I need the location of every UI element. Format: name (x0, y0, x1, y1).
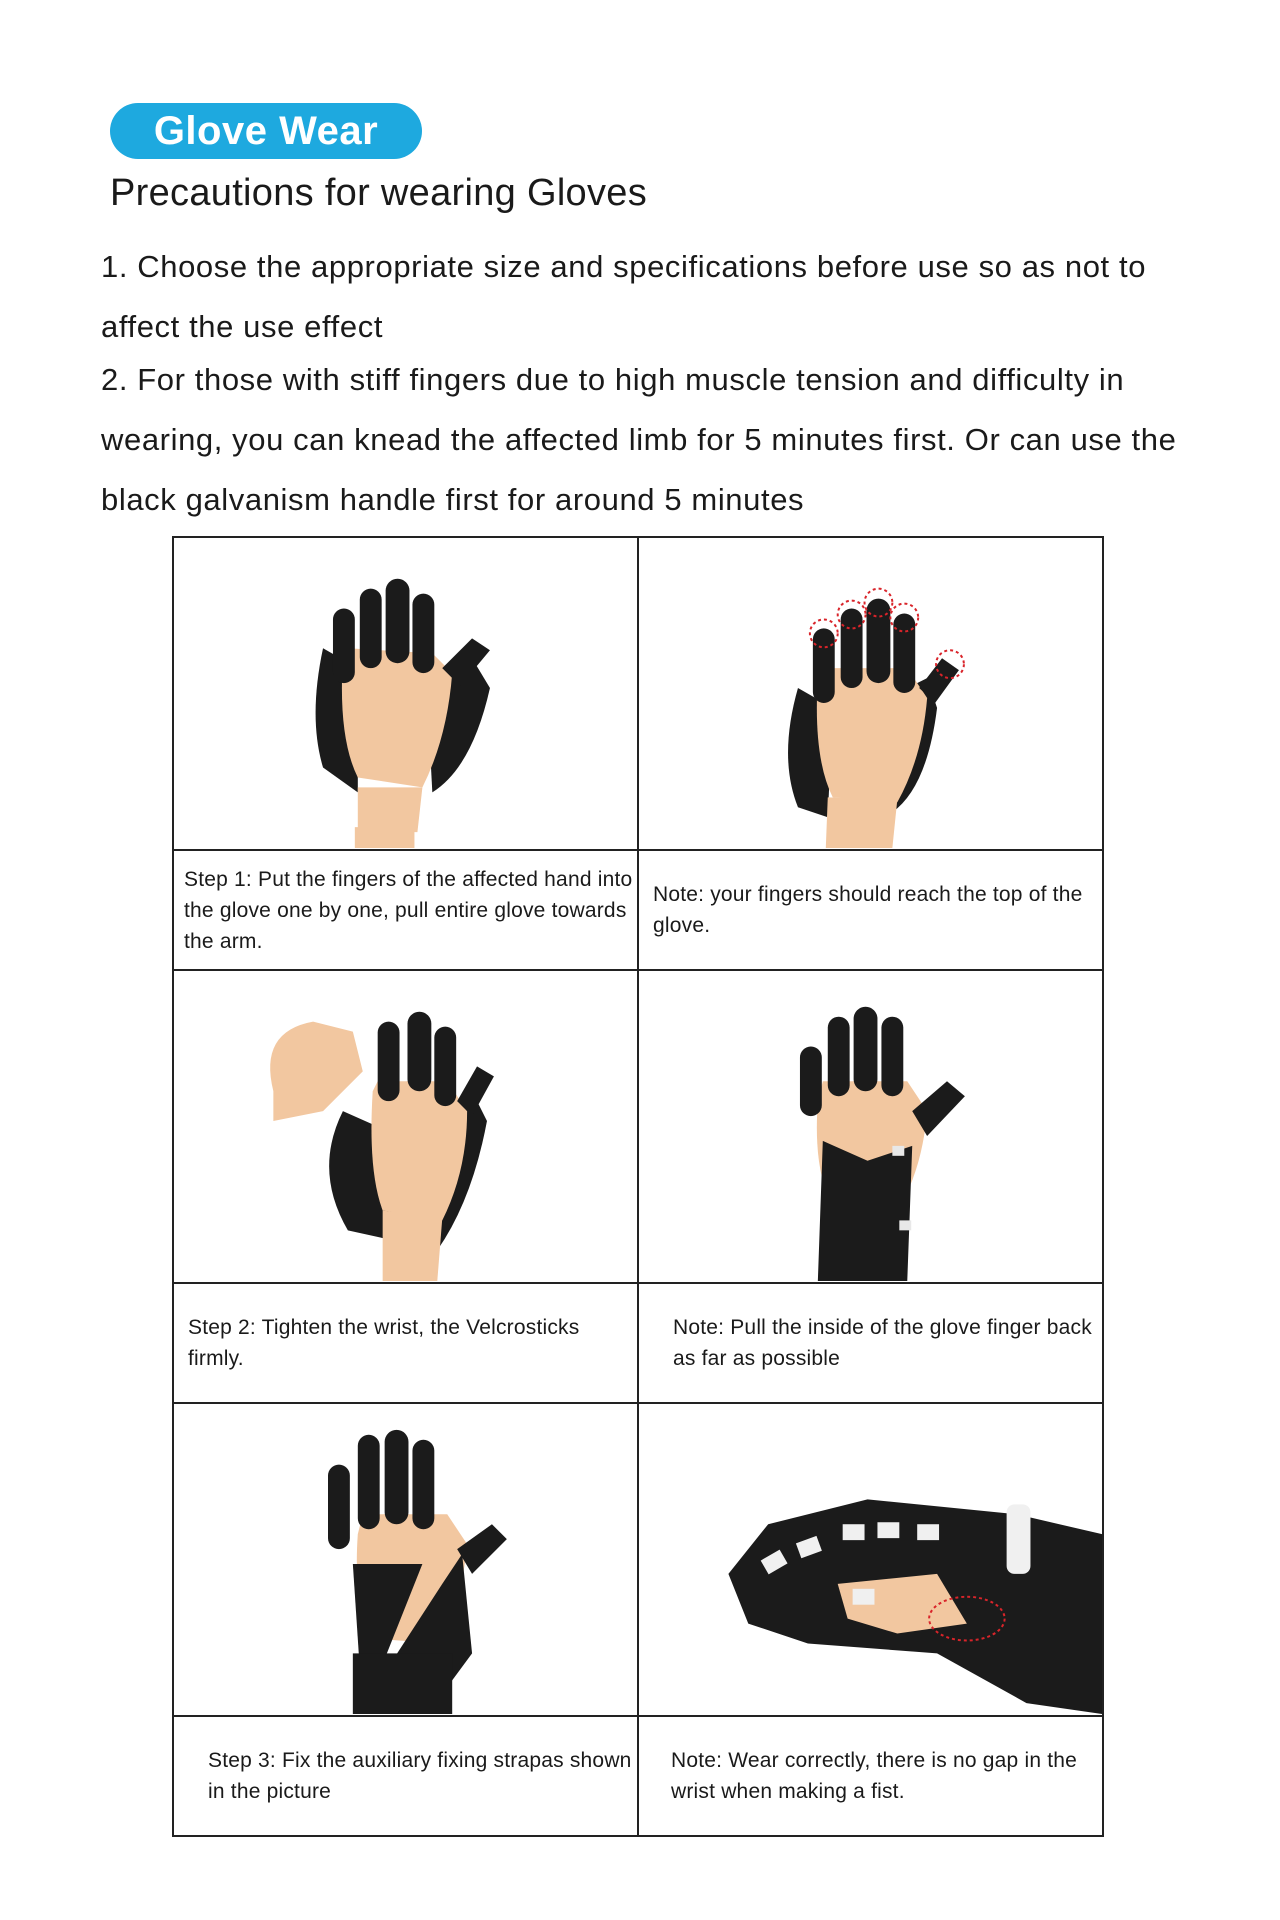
precaution-1: 1. Choose the appropriate size and specifications before use so as not to affect the use effect (101, 249, 1147, 344)
glove-strap-photo (174, 1404, 637, 1715)
precaution-2: 2. For those with stiff fingers due to high muscle tension and difficulty in wearing, you can knead the affected limb for 5 minutes first. Or can use the black galvanism handle first for around 5 minutes (101, 362, 1177, 517)
glove-wrist-photo (174, 971, 637, 1282)
step2-image-cell (173, 970, 638, 1283)
section-badge: Glove Wear (110, 103, 422, 159)
note3-caption: Note: Wear correctly, there is no gap in the wrist when making a fist. (671, 1749, 1078, 1803)
step2-caption: Step 2: Tighten the wrist, the Velcrosticks firmly. (188, 1316, 580, 1370)
note2-caption: Note: Pull the inside of the glove finger back as far as possible (673, 1316, 1092, 1370)
glove-palm-photo (174, 538, 637, 849)
step1-caption: Step 1: Put the fingers of the affected hand into the glove one by one, pull entire glove towards the arm. (184, 867, 633, 953)
note3-image-cell (638, 1403, 1103, 1716)
page-title: Precautions for wearing Gloves (110, 172, 648, 214)
steps-table (172, 536, 1104, 1837)
glove-fist-photo (639, 1404, 1102, 1715)
note1-image-cell (638, 537, 1103, 850)
note1-caption: Note: your fingers should reach the top of the glove. (653, 883, 1083, 937)
glove-fingertip-photo (639, 538, 1102, 849)
glove-finger-photo (639, 971, 1102, 1282)
step1-image-cell (173, 537, 638, 850)
step3-image-cell (173, 1403, 638, 1716)
note2-image-cell (638, 970, 1103, 1283)
step3-caption: Step 3: Fix the auxiliary fixing strapas shown in the picture (208, 1749, 632, 1803)
